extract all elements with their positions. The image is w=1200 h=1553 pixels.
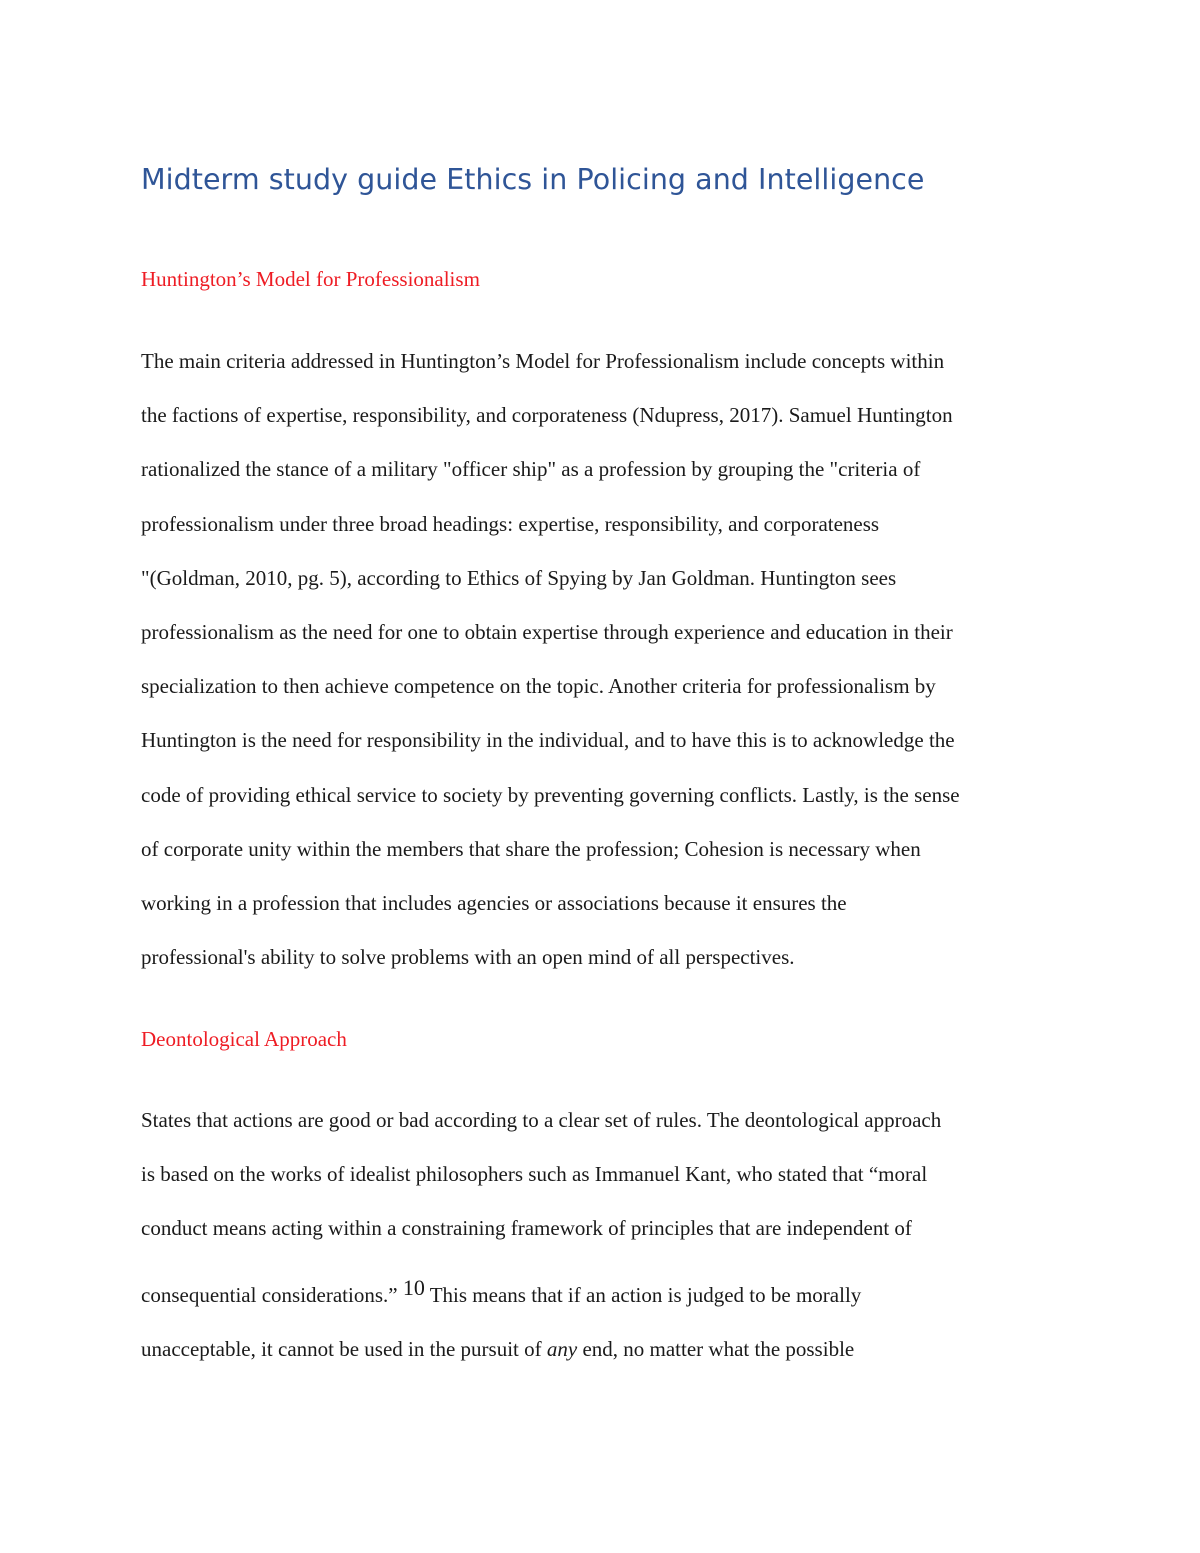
paragraph-line: specialization to then achieve competence on the topic. Another criteria for professionalism by: [141, 674, 936, 699]
line-text: consequential considerations.”: [141, 1283, 403, 1308]
paragraph-line: professionalism as the need for one to obtain expertise through experience and education in their: [141, 619, 953, 644]
emphasized-word: any: [546, 1337, 578, 1362]
paragraph-line: conduct means acting within a constraining framework of principles that are independent of: [141, 1216, 912, 1241]
paragraph-line: The main criteria addressed in Huntington’s Model for Professionalism include concepts within: [141, 349, 945, 373]
paragraph-line: working in a profession that includes agencies or associations because it ensures the: [141, 890, 847, 915]
paragraph-line: States that actions are good or bad according to a clear set of rules. The deontological approach: [141, 1108, 942, 1132]
section-heading-deontological: Deontological Approach: [141, 1027, 347, 1051]
section-heading-huntington: Huntington’s Model for Professionalism: [141, 267, 480, 291]
paragraph-line: Huntington is the need for responsibility in the individual, and to have this is to acknowledge the: [141, 728, 955, 753]
paragraph-line: "(Goldman, 2010, pg. 5), according to Ethics of Spying by Jan Goldman. Huntington sees: [141, 565, 897, 590]
document-title: Midterm study guide Ethics in Policing and Intelligence: [141, 163, 925, 196]
footnote-reference: 10: [402, 1275, 425, 1301]
line-text: This means that if an action is judged to be morally: [424, 1283, 862, 1308]
paragraph-line: professionalism under three broad headings: expertise, responsibility, and corporateness: [141, 511, 880, 536]
paragraph-line: code of providing ethical service to society by preventing governing conflicts. Lastly, is the sense: [141, 782, 960, 807]
paragraph-line: rationalized the stance of a military "officer ship" as a profession by grouping the "criteria of: [141, 457, 921, 482]
section-body-deontological: [141, 1105, 1081, 1389]
paragraph-line-with-footnote: [141, 1275, 1081, 1334]
paragraph-line: of corporate unity within the members that share the profession; Cohesion is necessary when: [141, 836, 921, 861]
paragraph-line-with-emphasis: [141, 1334, 1081, 1388]
paragraph-line: is based on the works of idealist philosophers such as Immanuel Kant, who stated that “moral: [141, 1162, 928, 1187]
paragraph-line: the factions of expertise, responsibility, and corporateness (Ndupress, 2017). Samuel Huntington: [141, 403, 953, 428]
line-text: end, no matter what the possible: [577, 1337, 855, 1362]
section-body-huntington: [141, 346, 1081, 996]
paragraph-line: professional's ability to solve problems with an open mind of all perspectives.: [141, 945, 795, 970]
line-text: unacceptable, it cannot be used in the pursuit of: [141, 1337, 547, 1362]
